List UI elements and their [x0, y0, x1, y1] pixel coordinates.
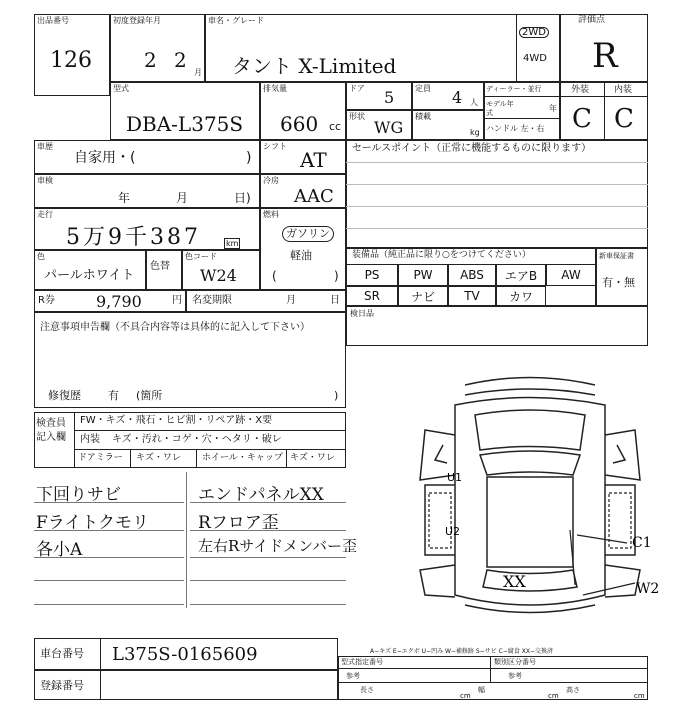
inspector-label-2: 記入欄 — [36, 432, 66, 443]
equip-sr: SR — [346, 286, 398, 306]
dealer-label: ディーラー・並行 — [486, 85, 542, 93]
exterior-grade: C — [572, 104, 592, 134]
model-year-label: モデル年式 — [486, 100, 514, 117]
reg-month: 2 — [174, 48, 187, 72]
drive-4wd: 4WD — [523, 53, 547, 64]
shift-value: AT — [300, 148, 327, 172]
divider — [346, 184, 648, 185]
note-right-3: 左右Rサイドメンバー歪 — [198, 537, 358, 555]
divider — [130, 449, 131, 468]
name-change-month: 月 — [286, 295, 296, 306]
inspector-row-2: キズ・汚れ・コゲ・穴・ヘタリ・破レ — [112, 434, 282, 445]
equip-navi: ナビ — [398, 286, 448, 306]
category-label: 類別区分番号 — [494, 658, 536, 666]
inspector-row-2-label: 内装 — [80, 434, 100, 445]
inspection-year: 年 — [118, 191, 131, 205]
inspector-row-1: FW・キズ・飛石・ヒビ割・リペア跡・X要 — [80, 415, 273, 426]
name-label: 車名・グレード — [208, 16, 264, 25]
inspection-box — [34, 174, 260, 208]
equip-airbag: エアB — [496, 264, 546, 286]
note-left-3: 各小A — [36, 540, 83, 560]
ac-value: AAC — [294, 186, 334, 207]
note-left-2: Fライトクモリ — [36, 513, 149, 533]
cc-unit: cc — [329, 120, 342, 133]
color-code-value: W24 — [200, 266, 237, 285]
model-value: DBA-L375S — [126, 112, 244, 136]
divider — [34, 580, 184, 581]
divider — [490, 656, 491, 682]
equip-pw: PW — [398, 264, 448, 286]
inspection-day: 日) — [234, 191, 251, 205]
score-label: 評価点 — [578, 15, 606, 25]
note-right-2: Rフロア歪 — [198, 513, 279, 533]
divider — [190, 604, 346, 605]
inspection-label: 車検 — [37, 176, 53, 185]
notes-label: 注意事項申告欄（不具合内容等は具体的に記入して下さい） — [40, 322, 310, 333]
length-label: 長さ — [360, 686, 374, 694]
fuel-label: 燃料 — [263, 210, 279, 219]
equip-ps: PS — [346, 264, 398, 286]
fuel-alt: 軽油 — [290, 249, 312, 262]
width-label: 幅 — [478, 686, 485, 694]
color-value: パールホワイト — [44, 268, 135, 283]
selling-points-label: セールスポイント（正常に機能するものに限ります） — [352, 143, 592, 154]
capacity-value: 4 — [452, 88, 463, 107]
mark-u2: U2 — [445, 525, 461, 538]
legend-box — [338, 656, 648, 700]
mark-u1: U1 — [447, 471, 463, 484]
divider — [34, 604, 184, 605]
displacement-value: 660 — [280, 112, 319, 136]
model-spec-ref: 参考 — [346, 672, 360, 680]
color-change-label: 色替 — [150, 261, 170, 272]
ac-label: 冷房 — [263, 176, 279, 185]
repair-location: (箇所 — [136, 389, 163, 402]
fuel-paren-open: ( — [272, 269, 277, 283]
warranty-label: 新車保証書 — [599, 252, 634, 260]
fuel-value: ガソリン — [282, 226, 334, 242]
shift-label: シフト — [263, 142, 287, 151]
reg-year: 2 — [144, 48, 157, 72]
load-label: 積載 — [415, 112, 431, 121]
exterior-label: 外装 — [571, 85, 590, 95]
warranty-value: 有・無 — [602, 276, 635, 289]
mark-w2: W2 — [636, 581, 660, 597]
note-left-1: 下回りサビ — [36, 485, 121, 505]
inspector-row-3b: キズ・ワレ — [136, 453, 181, 463]
equip-leather: カワ — [496, 286, 546, 306]
name-change-label: 名変期限 — [192, 295, 232, 306]
equip-aw: AW — [546, 264, 596, 286]
divider — [74, 430, 346, 431]
divider — [196, 449, 197, 468]
divider — [338, 682, 648, 683]
use-label: 車歴 — [37, 142, 53, 151]
length-unit: cm — [460, 692, 471, 700]
mark-xx: XX — [503, 572, 526, 591]
lot-label: 出品番号 — [37, 16, 69, 25]
divider — [604, 82, 605, 140]
mileage-value: 5万9千387 — [66, 225, 201, 250]
inspector-row-3c: ホイール・キャップ — [202, 453, 283, 463]
equipment-label: 装備品（純正品に限り○をつけてください） — [352, 250, 531, 260]
repair-close: ) — [334, 389, 339, 402]
capacity-label: 定員 — [415, 84, 431, 93]
divider — [484, 118, 560, 119]
equip-abs: ABS — [448, 264, 496, 286]
divider — [346, 228, 648, 229]
divider — [346, 162, 648, 163]
note-right-1: エンドパネルXX — [198, 485, 324, 505]
divider — [286, 449, 287, 468]
displacement-label: 排気量 — [263, 84, 287, 93]
divider — [74, 449, 346, 450]
model-spec-label: 型式指定番号 — [341, 658, 383, 666]
use-close: ) — [246, 150, 252, 166]
height-unit: cm — [634, 692, 645, 700]
divider — [186, 472, 187, 608]
divider — [190, 580, 346, 581]
delivery-label: 検日品 — [350, 309, 374, 318]
legend-line: A−キズ E−エクボ U−凹み W−補修跡 S−サビ C−腐食 XX−交換済 — [370, 648, 553, 655]
height-label: 高さ — [566, 686, 580, 694]
divider — [338, 668, 648, 669]
use-value: 自家用・( — [74, 150, 136, 166]
km-unit: km — [226, 239, 239, 248]
name-change-day: 日 — [330, 295, 340, 306]
reg-no-label: 登録番号 — [40, 679, 84, 692]
doors-label: ドア — [349, 84, 365, 93]
inspector-row-3d: キズ・ワレ — [290, 453, 335, 463]
car-damage-diagram — [395, 365, 675, 620]
drive-2wd: 2WD — [519, 27, 549, 38]
equip-tv: TV — [448, 286, 496, 306]
month-unit: 月 — [194, 68, 202, 77]
fuel-paren-close: ) — [334, 269, 339, 283]
inspector-row-3a: ドアミラー — [78, 453, 123, 463]
chassis-value: L375S-0165609 — [112, 644, 258, 665]
use-box — [34, 140, 260, 174]
interior-grade: C — [614, 104, 634, 134]
score-value: R — [592, 36, 618, 76]
color-code-label: 色コード — [185, 252, 217, 261]
doors-value: 5 — [384, 88, 395, 107]
inspection-month: 月 — [176, 191, 189, 205]
shape-value: WG — [374, 118, 404, 137]
year-unit: 年 — [549, 104, 557, 113]
delivery-box — [346, 306, 648, 346]
divider — [74, 412, 75, 468]
divider — [346, 206, 648, 207]
inspector-label-1: 検査員 — [36, 418, 66, 429]
divider — [190, 557, 346, 558]
selling-points-box — [346, 140, 648, 248]
drive-box — [516, 14, 560, 82]
repair-value: 有 — [108, 389, 119, 402]
person-unit: 人 — [470, 98, 478, 107]
recycle-value: 9,790 — [96, 292, 142, 311]
yen-unit: 円 — [172, 295, 182, 306]
divider — [560, 96, 648, 97]
width-unit: cm — [548, 692, 559, 700]
mileage-label: 走行 — [37, 210, 53, 219]
recycle-label: R券 — [38, 295, 55, 306]
reg-label: 初度登録年月 — [113, 16, 161, 25]
repair-label: 修復歴 — [48, 389, 81, 402]
category-ref: 参考 — [508, 672, 522, 680]
handle-label: ハンドル 左・右 — [486, 124, 545, 133]
chassis-label: 車台番号 — [40, 647, 84, 660]
color-label: 色 — [37, 252, 45, 261]
model-label: 型式 — [113, 84, 129, 93]
lot-number: 126 — [50, 48, 92, 73]
divider — [484, 96, 560, 97]
interior-label: 内装 — [614, 85, 633, 95]
name-value: タント X-Limited — [232, 54, 397, 78]
kg-unit: kg — [470, 128, 480, 137]
mark-c1: C1 — [632, 535, 652, 551]
shape-label: 形状 — [349, 112, 365, 121]
